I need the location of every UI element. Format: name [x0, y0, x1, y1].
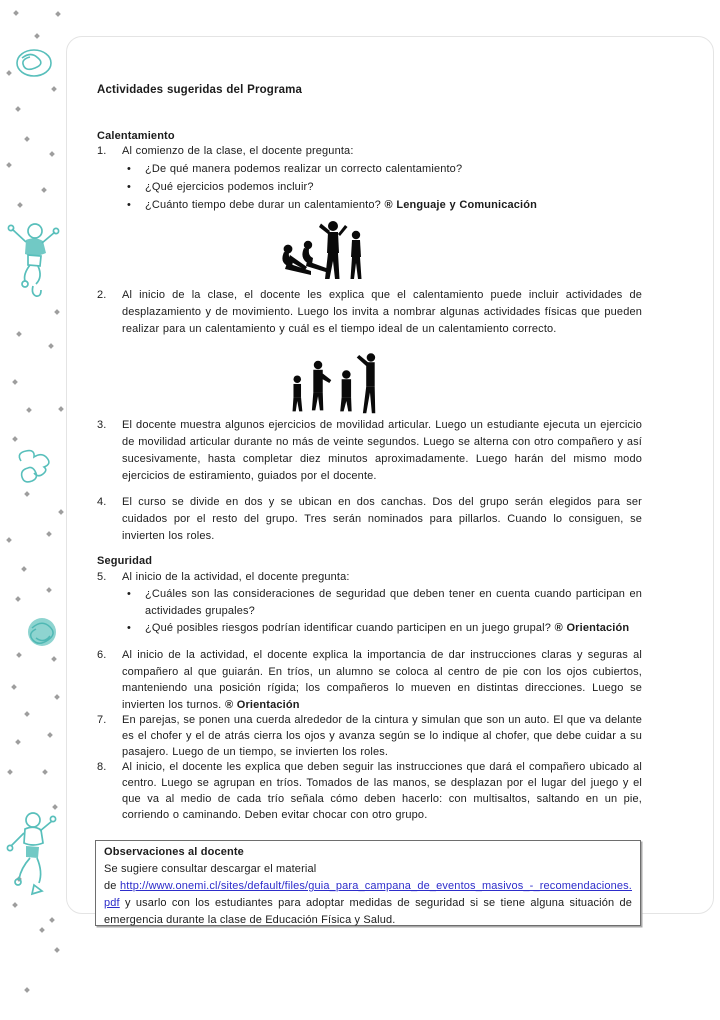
section-heading-calentamiento: Calentamiento — [97, 130, 175, 142]
margin-dot-icon — [24, 711, 30, 717]
bullet-item — [97, 196, 642, 214]
scribble-shapes-doodle-icon — [14, 446, 60, 486]
margin-dot-icon — [49, 917, 55, 923]
standing-children-silhouette — [283, 349, 388, 417]
bullet-text — [145, 196, 642, 214]
margin-dot-icon — [21, 566, 27, 572]
item-text — [122, 647, 642, 713]
item-text: El docente muestra algunos ejercicios de movilidad articular. Luego un estudiante ejecuta un ejercicio de movilidad articular durante no más de veinte segundos. Luego se alterna con otro compañero y así sucesivamente, hasta completar diez minutos aproximadamente. Luego harán del mismo modo ejercicios de estiramiento, guiados por el docente. — [122, 419, 642, 482]
item-number: 7. — [97, 714, 107, 726]
margin-dot-icon — [48, 343, 54, 349]
margin-dot-icon — [24, 987, 30, 993]
margin-dot-icon — [15, 106, 21, 112]
list-item-5 — [97, 569, 642, 637]
item-text: Al comienzo de la clase, el docente pregunta: — [122, 145, 354, 157]
observaciones-prefix: de — [104, 880, 121, 892]
filled-scribble-ball-doodle-icon — [24, 614, 60, 650]
warmup-group-silhouette — [277, 219, 367, 283]
item-text: En parejas, se ponen una cuerda alrededor de la cintura y simulan que son un auto. El que va delante es el chofer y el de atrás cierra los ojos y avanza según se lo indique al chofer, que debe cuidar a su pasajero. Luego de un tiempo, se invierten los roles. — [122, 714, 642, 758]
margin-dot-icon — [16, 652, 22, 658]
list-item-4 — [97, 494, 642, 545]
margin-dot-icon — [11, 684, 17, 690]
margin-dot-icon — [54, 947, 60, 953]
item-number: 5. — [97, 571, 107, 583]
margin-dot-icon — [15, 739, 21, 745]
bullet-text — [145, 620, 642, 637]
item-number: 8. — [97, 761, 107, 773]
margin-dot-icon — [42, 769, 48, 775]
margin-dot-icon — [13, 10, 19, 16]
bullet-text: ¿De qué manera podemos realizar un correcto calentamiento? — [145, 163, 463, 175]
bullet-icon: • — [127, 588, 132, 600]
subject-link-tag: ® Orientación — [224, 698, 300, 711]
list-item-7 — [97, 712, 642, 760]
item-number: 4. — [97, 496, 107, 508]
margin-dot-icon — [6, 162, 12, 168]
bullet-text: ¿Cuáles son las consideraciones de seguridad que deben tener en cuenta cuando participan en actividades grupales? — [145, 588, 642, 617]
margin-dot-icon — [12, 379, 18, 385]
bullet-item — [97, 160, 642, 178]
bullet-item — [97, 620, 642, 637]
observaciones-box — [95, 840, 641, 926]
scribble-ball-doodle-icon — [12, 45, 56, 81]
margin-dot-icon — [51, 86, 57, 92]
bullet-item — [97, 586, 642, 620]
margin-dot-icon — [26, 407, 32, 413]
margin-dot-icon — [58, 406, 64, 412]
item-text: Al inicio de la actividad, el docente pregunta: — [122, 571, 350, 583]
margin-dot-icon — [54, 309, 60, 315]
margin-dot-icon — [15, 596, 21, 602]
margin-dot-icon — [24, 136, 30, 142]
bullet-text: ¿Qué ejercicios podemos incluir? — [145, 181, 314, 193]
margin-dot-icon — [47, 732, 53, 738]
bullet-icon: • — [127, 622, 132, 634]
list-item-1 — [97, 143, 642, 214]
margin-dot-icon — [12, 436, 18, 442]
jumping-child-doodle-icon — [5, 218, 63, 306]
margin-dot-icon — [39, 927, 45, 933]
margin-dot-icon — [24, 491, 30, 497]
item-number: 2. — [97, 289, 107, 301]
item-text: Al inicio de la clase, el docente les explica que el calentamiento puede incluir actividades de desplazamiento y de movimiento. Luego los invita a nombrar algunas actividades físicas que pueden realizar para un calentamiento y cuál es el tiempo ideal de un calentamiento correcto. — [122, 289, 642, 335]
margin-dot-icon — [17, 202, 23, 208]
section-heading-seguridad: Seguridad — [97, 555, 153, 567]
subject-link-tag: ® Orientación — [554, 622, 630, 634]
running-child-doodle-icon — [4, 808, 60, 906]
item-text: Al inicio, el docente les explica que deben seguir las instrucciones que dará el compañero ubicado al centro. Luego se agrupan en tríos. Tomados de las manos, se desplazan por el lugar del juego y el que va al medio de cada trío señala cómo deben hacerlo: con multisaltos, saltando en un pie, corriendo o caminando. Deben evitar chocar con otro grupo. — [122, 761, 642, 821]
observaciones-heading: Observaciones al docente — [104, 846, 244, 858]
subject-link-tag: ® Lenguaje y Comunicación — [384, 199, 537, 211]
margin-dot-icon — [49, 151, 55, 157]
item-number: 3. — [97, 419, 107, 431]
bullet-question: ¿Qué posibles riesgos podrían identificar cuando participen en un juego grupal? — [145, 622, 555, 634]
item-number: 6. — [97, 649, 107, 661]
margin-dot-icon — [46, 531, 52, 537]
page-title: Actividades sugeridas del Programa — [97, 84, 303, 96]
margin-dot-icon — [54, 694, 60, 700]
margin-dot-icon — [51, 656, 57, 662]
margin-dot-icon — [41, 187, 47, 193]
observaciones-suffix: y usarlo con los estudiantes para adoptar medidas de seguridad si se tiene alguna situación de emergencia durante la clase de Educación Física y Salud. — [104, 897, 632, 926]
item-number: 1. — [97, 145, 107, 157]
list-item-3 — [97, 417, 642, 485]
bullet-icon: • — [127, 199, 132, 211]
item-text: El curso se divide en dos y se ubican en dos canchas. Dos del grupo serán elegidos para ser cuidados por el resto del grupo. Tres serán nominados para pillarlos. Cuando lo consiguen, se invierten los roles. — [122, 496, 642, 542]
list-item-6 — [97, 647, 642, 713]
margin-dot-icon — [7, 769, 13, 775]
bullet-icon: • — [127, 163, 132, 175]
bullet-icon: • — [127, 181, 132, 193]
margin-dot-icon — [34, 33, 40, 39]
item-body: Al inicio de la actividad, el docente explica la importancia de dar instrucciones claras y seguras al compañero al que guiarán. En tríos, un alumno se coloca al centro de pie con los ojos cubiertos, manteniendo una posición rígida; los compañeros lo mueven en distintas direcciones. Luego se invierten los turnos. — [122, 649, 642, 711]
margin-dot-icon — [16, 331, 22, 337]
margin-dot-icon — [55, 11, 61, 17]
list-item-2 — [97, 287, 642, 338]
material-download-link[interactable]: http://www.onemi.cl/sites/default/files/guia_para_campana_de_eventos_masivos_-_recomendaciones.pdf — [104, 880, 632, 909]
observaciones-line1: Se sugiere consultar descargar el material — [104, 863, 317, 875]
bullet-item — [97, 178, 642, 196]
margin-dot-icon — [58, 509, 64, 515]
margin-dot-icon — [6, 70, 12, 76]
bullet-question: ¿Cuánto tiempo debe durar un calentamiento? — [145, 199, 385, 211]
margin-dot-icon — [6, 537, 12, 543]
margin-dot-icon — [46, 587, 52, 593]
list-item-8 — [97, 759, 642, 823]
